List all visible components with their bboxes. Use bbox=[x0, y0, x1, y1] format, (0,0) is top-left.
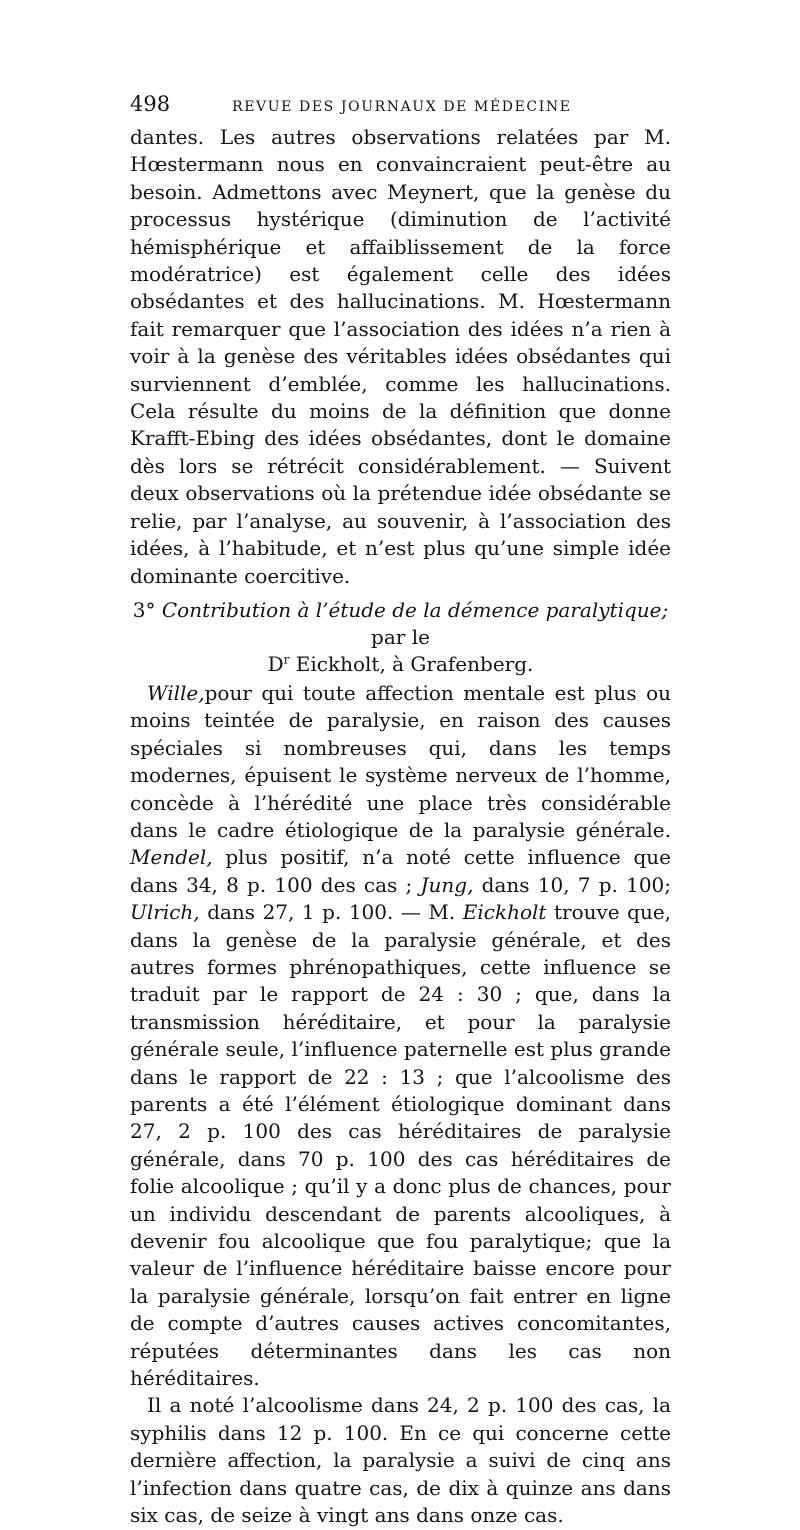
cited-author-mendel: Mendel, bbox=[130, 845, 213, 870]
paragraph-2-part-2: plus positif, n’a noté cette influence que dans 34, 8 p. 100 des cas ; bbox=[130, 845, 672, 897]
cited-author-wille: Wille, bbox=[147, 680, 205, 705]
paragraph-2 bbox=[130, 680, 671, 1393]
running-title: REVUE DES JOURNAUX DE MÉDECINE bbox=[232, 99, 572, 115]
paragraph-2-part-3: dans 10, 7 p. 100; bbox=[481, 872, 672, 897]
paragraph-1: dantes. Les autres observations relatées par M. Hœstermann nous en convaincraient peut-être au besoin. Admettons avec Meynert, que la genèse du processus hystérique (diminution de l’activité hémisphérique et affaiblissement de la force modératrice) est également celle des idées obsédantes et des hallucinations. M. Hœstermann fait remarquer que l’association des idées n’a rien à voir à la genèse des véritables idées obsédantes qui surviennent d’emblée, comme les hallucinations. Cela résulte du moins de la définition que donne Krafft-Ebing des idées obsédantes, dont le domaine dès lors se rétrécit considérablement. — Suivent deux observations où la prétendue idée obsédante se relie, par l’analyse, au souvenir, à l’association des idées, à l’habitude, et n’est plus qu’une simple idée dominante coercitive. bbox=[130, 125, 671, 588]
author-prefix: D bbox=[267, 651, 284, 676]
cited-author-eickholt: Eickholt bbox=[462, 900, 547, 925]
cited-author-jung: Jung, bbox=[420, 872, 474, 897]
cited-author-ulrich: Ulrich, bbox=[130, 900, 200, 925]
paragraph-2-part-5: trouve que, dans la genèse de la paralysie générale, et des autres formes phrénopathiques, cette influence se traduit par le rapport de 24 : 30 ; que, dans la transmission héréditaire, et pour la paralysie générale seule, l’influence paternelle est plus grande dans le rapport de 22 : 13 ; que l’alcoolisme des parents a été l’élément étiologique dominant dans 27, 2 p. 100 des cas héréditaires de paralysie générale, dans 70 p. 100 des cas héréditaires de folie alcoolique ; qu’il y a donc plus de chances, pour un individu descendant de parents alcooliques, à devenir fou alcoolique que fou paralytique; que la valeur de l’influence héréditaire baisse encore pour la paralysie générale, lorsqu’on fait entrer en ligne de compte d’autres causes actives concomitantes, réputées déterminantes dans les cas non héréditaires. bbox=[130, 900, 672, 1391]
paragraph-3: Il a noté l’alcoolisme dans 24, 2 p. 100 des cas, la syphilis dans 12 p. 100. En ce qui concerne cette dernière affection, la paralysie a suivi de cinq ans l’infection dans quatre cas, de dix à quinze ans dans six cas, de seize à vingt ans dans onze cas. bbox=[130, 1393, 671, 1528]
section-by: par le bbox=[371, 624, 430, 649]
author-prefix-sup: r bbox=[283, 652, 290, 667]
paragraph-2-part-4: dans 27, 1 p. 100. — M. bbox=[207, 900, 456, 925]
author-name: Eickholt, à Grafenberg. bbox=[295, 651, 534, 676]
page-number: 498 bbox=[130, 92, 171, 116]
page-header bbox=[130, 92, 670, 116]
section-number: 3° bbox=[132, 597, 156, 622]
section-title bbox=[130, 597, 671, 678]
paragraph-2-part-1: pour qui toute affection mentale est plus ou moins teintée de paralysie, en raison des causes spéciales si nombreuses qui, dans les temps modernes, épuisent le système nerveux de l’homme, concède à l’hérédité une place très considérable dans le cadre étiologique de la paralysie générale. bbox=[130, 680, 671, 842]
section-title-text: Contribution à l’étude de la démence paralytique; bbox=[161, 597, 669, 622]
body-text bbox=[130, 124, 671, 1530]
